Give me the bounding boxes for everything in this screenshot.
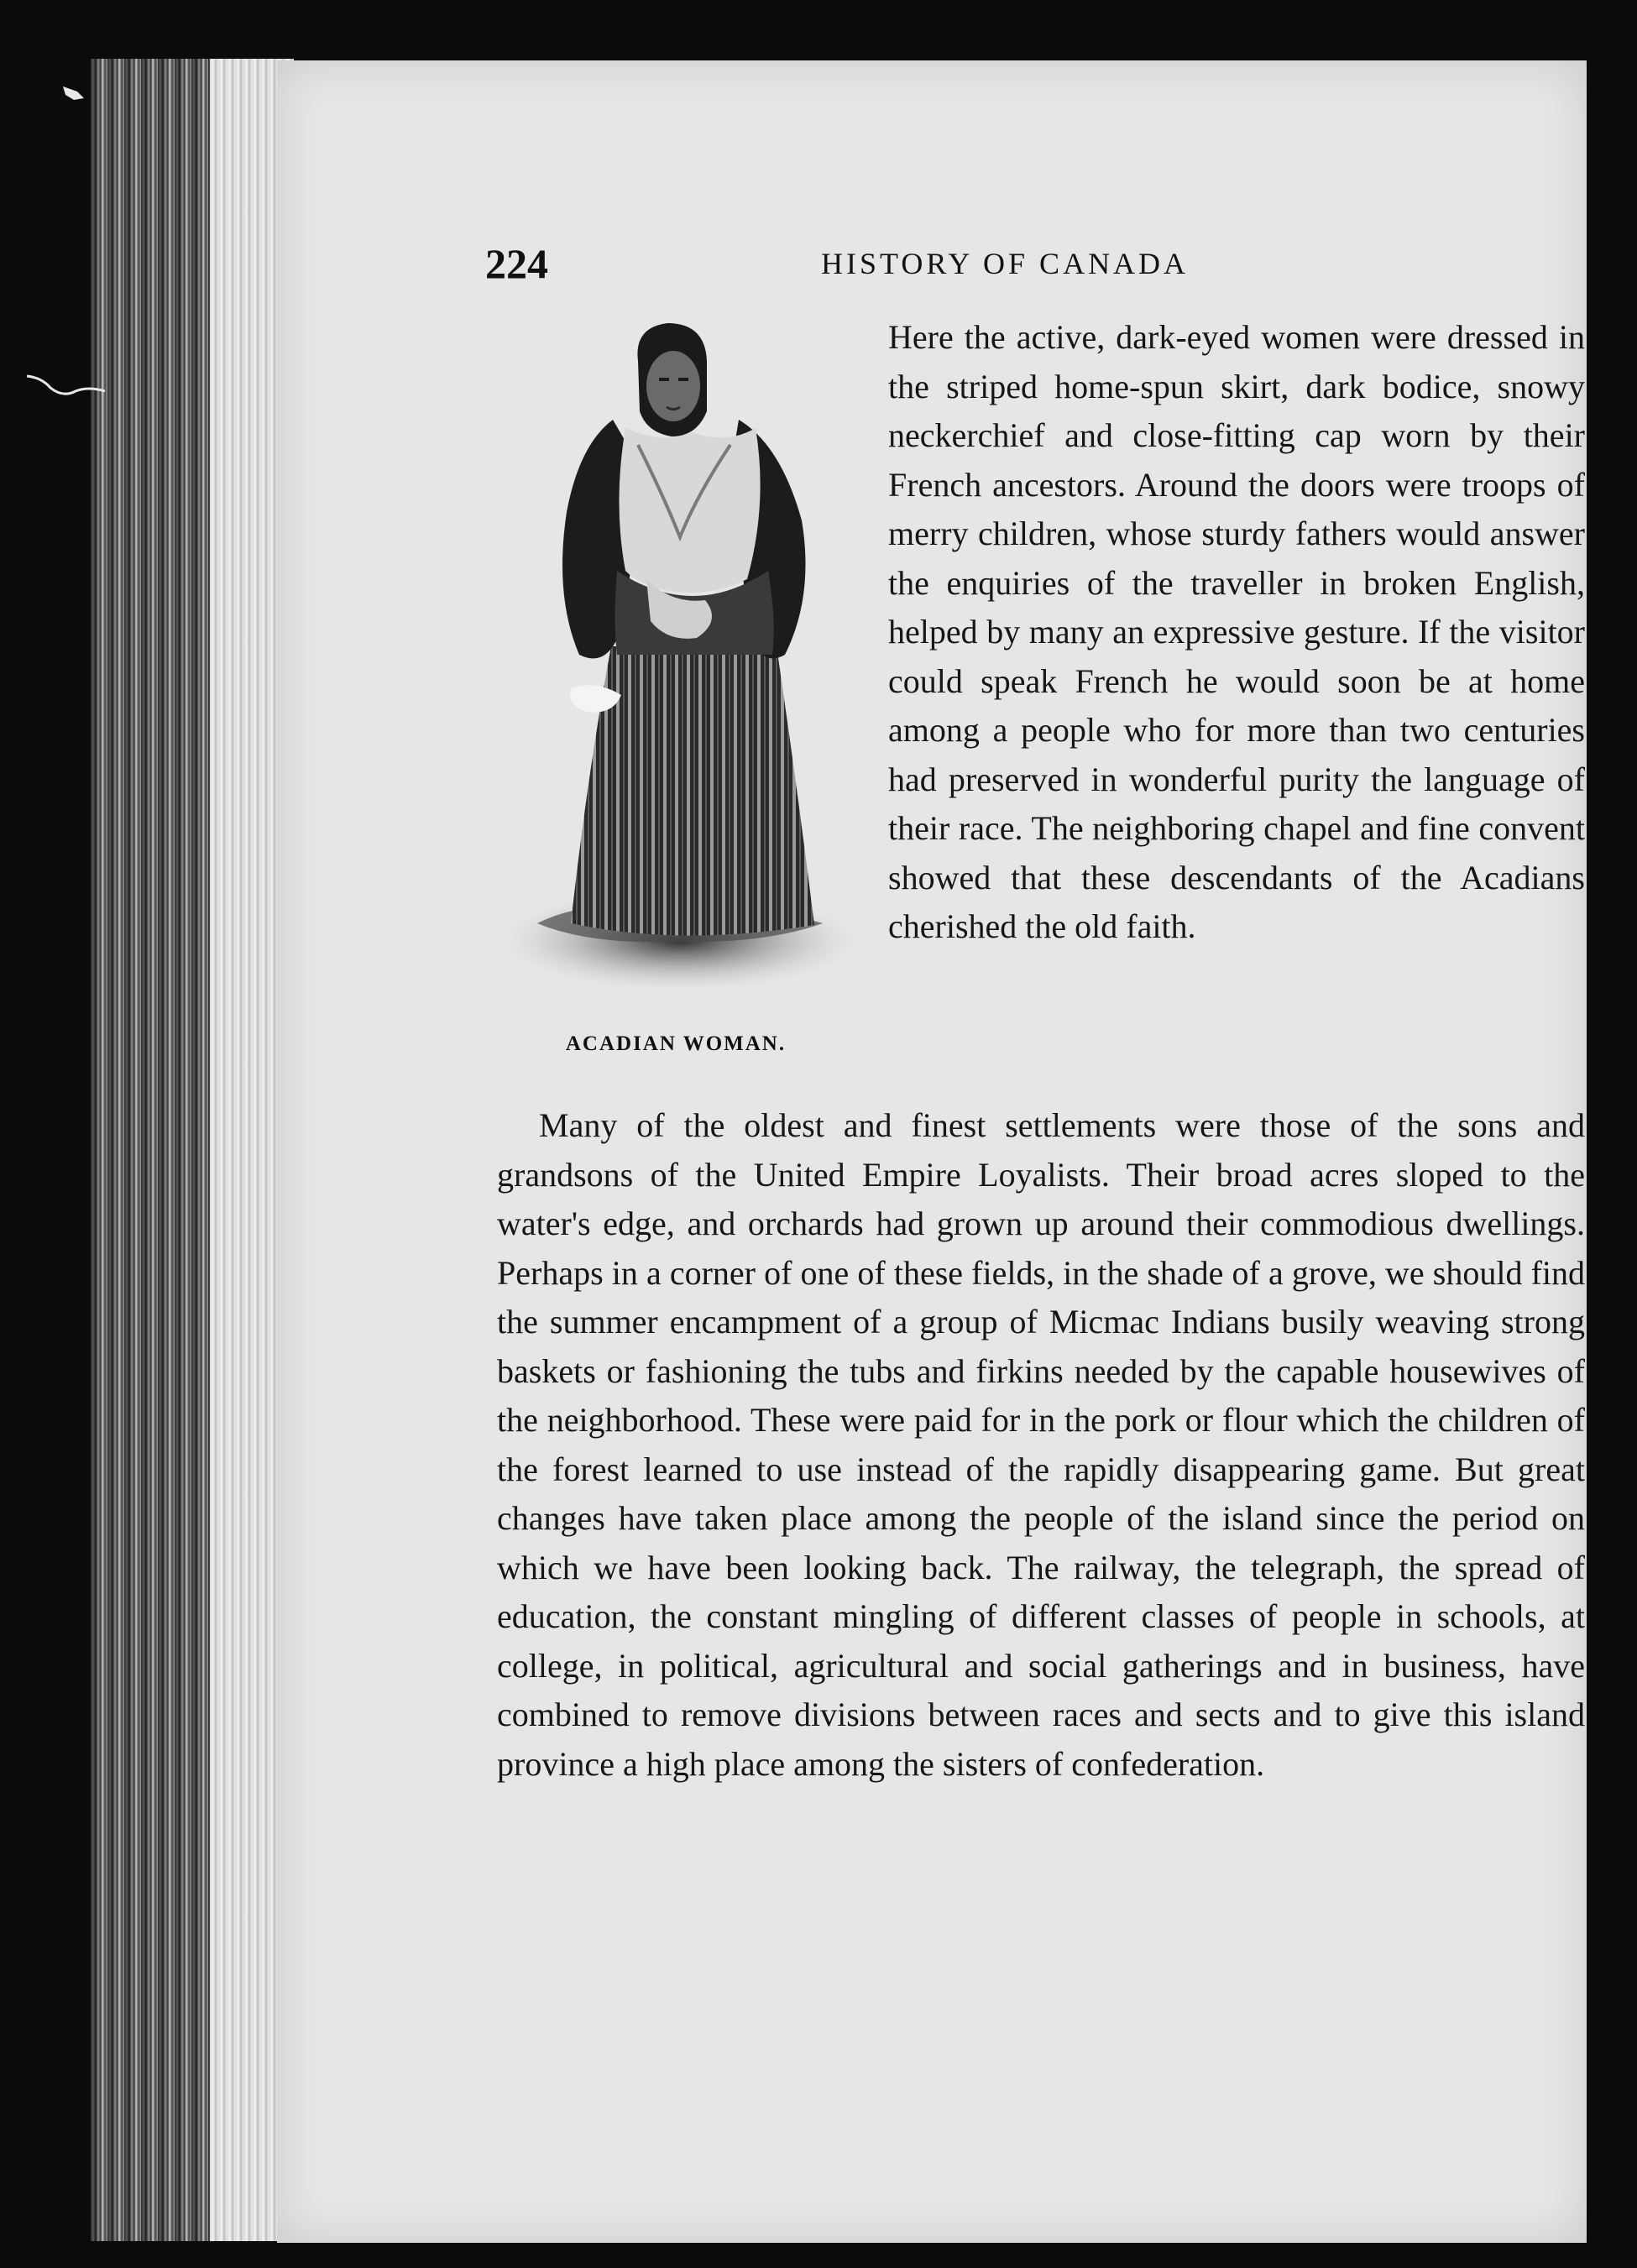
acadian-woman-illustration bbox=[487, 319, 865, 1007]
paragraph-1: Here the active, dark-eyed women were dressed in the striped home-spun skirt, dark bodice, snowy neckerchief and close-fitting cap worn by their French ancestors. Around the doors were troops of merry children, whose sturdy fathers would answer the enquiries of the traveller in broken English, helped by many an expressive gesture. If the visitor could speak French he would soon be at home among a people who for more than two centuries had preserved in wonderful purity the language of their race. The neighboring chapel and fine convent showed that these descendants of the Acadians cherished the old faith. bbox=[888, 318, 1585, 945]
figure-caption: ACADIAN WOMAN. bbox=[565, 1032, 787, 1055]
page-number: 224 bbox=[485, 240, 548, 287]
figure-acadian-woman bbox=[487, 319, 865, 1083]
paragraph-2: Many of the oldest and finest settlements were those of the sons and grandsons of the United Empire Loyalists. Their broad acres sloped to the water's edge, and orchards had grown up around their commodious dwellings. Perhaps in a corner of one of these fields, in the shade of a grove, we should find the summer encampment of a group of Micmac Indians busily weaving strong baskets or fashioning the tubs and firkins needed by the capable housewives of the neighborhood. These were paid for in the pork or flour which the children of the forest learned to use instead of the rapidly disappearing game. But great changes have taken place among the people of the island since the period on which we have been looking back. The railway, the telegraph, the spread of education, the constant mingling of different classes of people in schools, at college, in political, agricultural and social gatherings and in business, have combined to remove divisions between races and sects and to give this island province a high place among the sisters of confederation. bbox=[497, 1106, 1585, 1783]
scan-edge-squiggle bbox=[25, 369, 109, 403]
page-header bbox=[485, 239, 1535, 290]
scan-corner-mark bbox=[59, 80, 92, 113]
running-title: HISTORY OF CANADA bbox=[821, 247, 1190, 280]
